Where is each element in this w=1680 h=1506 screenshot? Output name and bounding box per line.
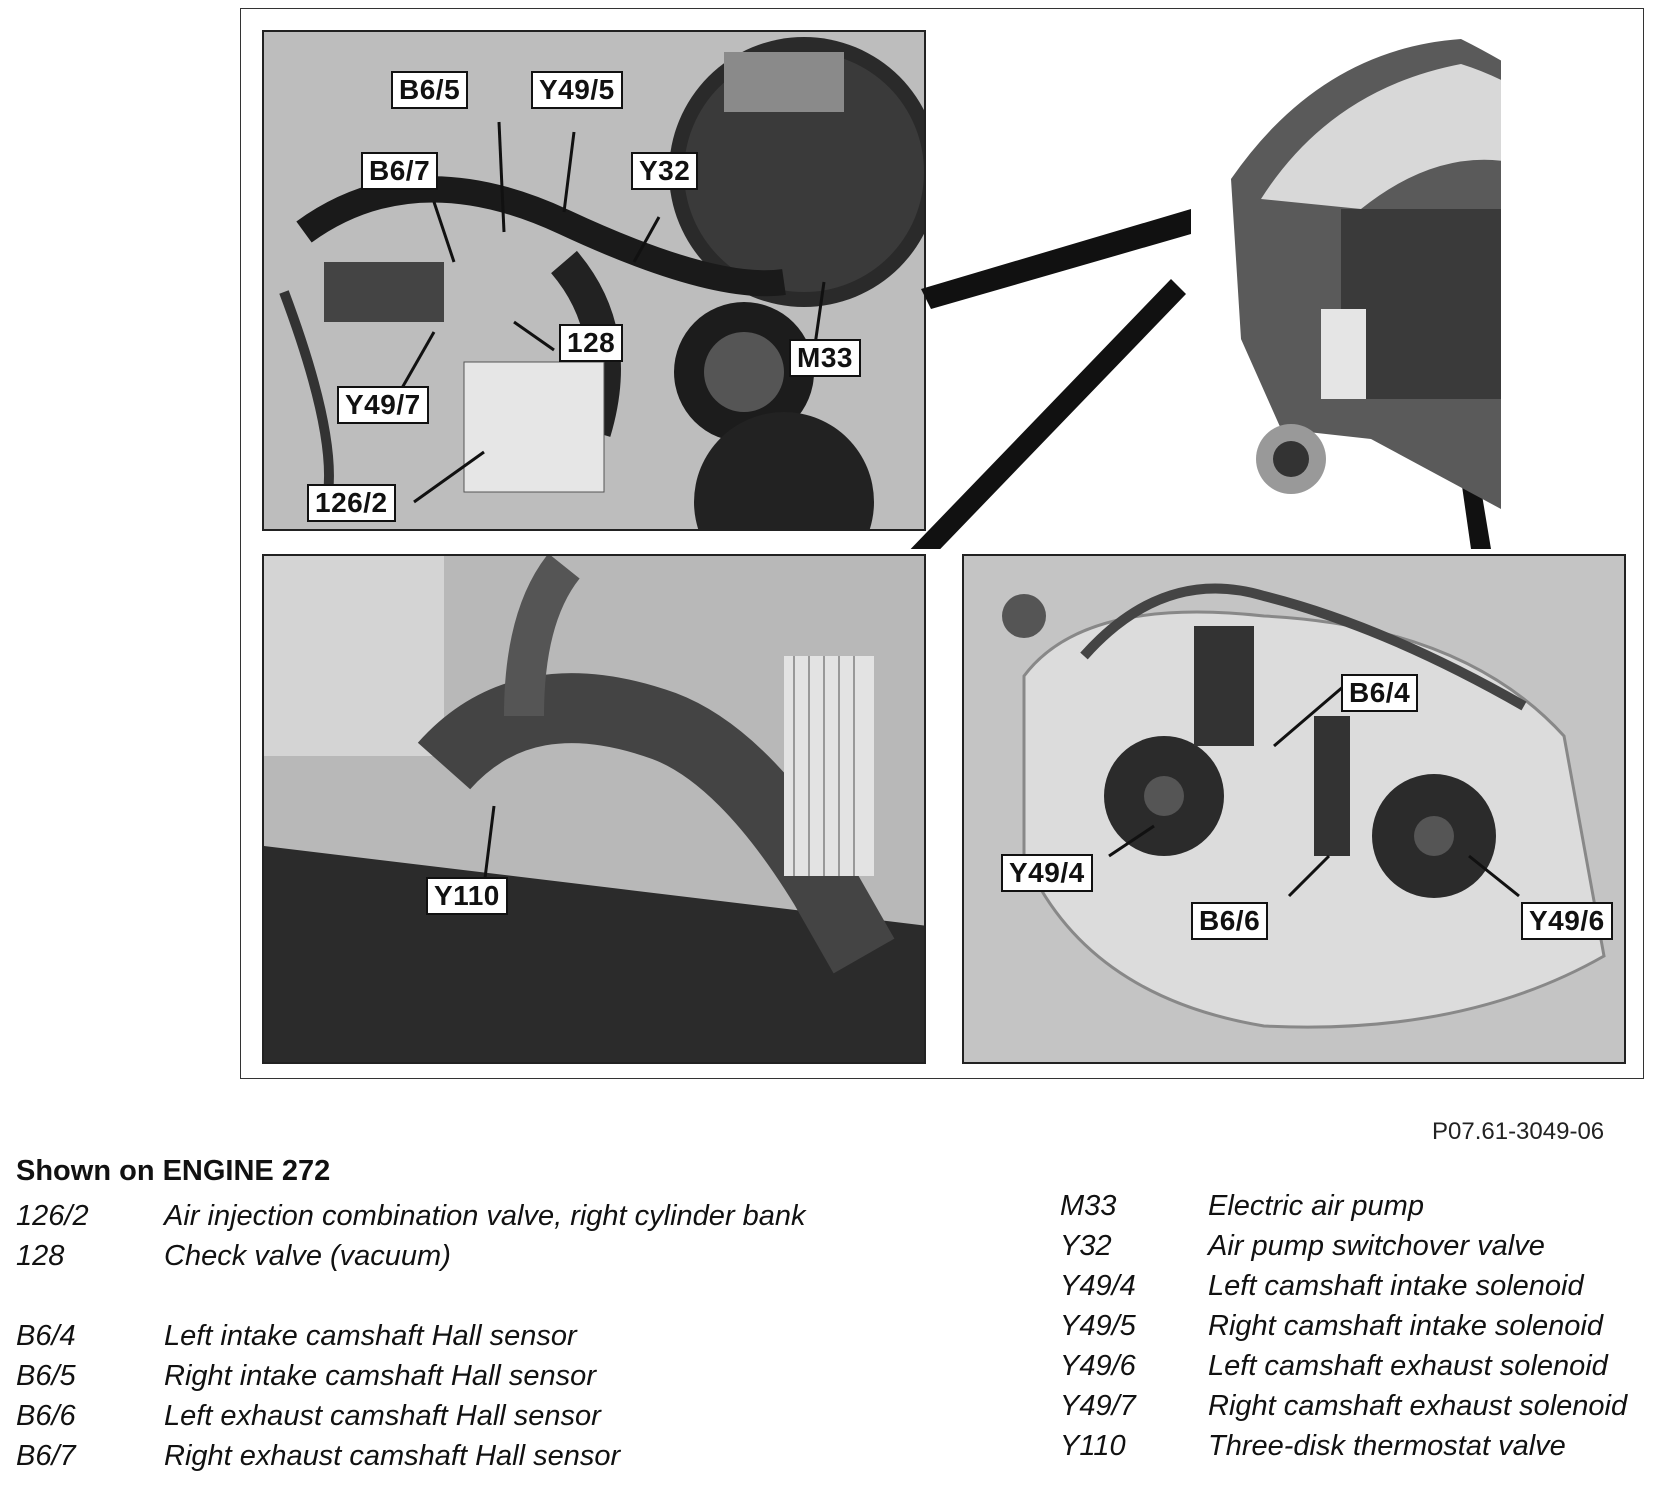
legend-code: B6/5	[16, 1360, 76, 1392]
callout-y49-4: Y49/4	[1001, 854, 1093, 892]
legend-desc: Check valve (vacuum)	[164, 1240, 451, 1272]
legend-desc: Left camshaft exhaust solenoid	[1208, 1350, 1608, 1382]
legend-code: B6/7	[16, 1440, 76, 1472]
figure-id: P07.61-3049-06	[1432, 1118, 1605, 1145]
legend-desc: Air injection combination valve, right cylinder bank	[164, 1200, 806, 1232]
legend-code: B6/4	[16, 1320, 76, 1352]
engine-overview	[901, 9, 1501, 549]
callout-y49-5: Y49/5	[531, 71, 623, 109]
legend-desc: Electric air pump	[1208, 1190, 1424, 1222]
figure-frame	[240, 8, 1644, 1079]
callout-b6-5: B6/5	[391, 71, 468, 109]
callout-y32: Y32	[631, 152, 698, 190]
legend-desc: Right intake camshaft Hall sensor	[164, 1360, 596, 1392]
callout-126-2: 126/2	[307, 484, 396, 522]
callout-b6-4: B6/4	[1341, 674, 1418, 712]
engine-photo-bottom-right	[964, 556, 1626, 1064]
legend-code: Y49/5	[1060, 1310, 1136, 1342]
legend-desc: Right camshaft intake solenoid	[1208, 1310, 1603, 1342]
legend-left	[16, 1200, 916, 1480]
legend-desc: Air pump switchover valve	[1208, 1230, 1545, 1262]
callout-y49-6: Y49/6	[1521, 902, 1613, 940]
callout-b6-7: B6/7	[361, 152, 438, 190]
callout-y110: Y110	[426, 877, 508, 915]
photo-panel-thermostat	[262, 554, 926, 1064]
callout-b6-6: B6/6	[1191, 902, 1268, 940]
legend-code: Y110	[1060, 1430, 1126, 1462]
legend-code: Y49/7	[1060, 1390, 1136, 1422]
legend-desc: Three-disk thermostat valve	[1208, 1430, 1566, 1462]
legend-code: M33	[1060, 1190, 1117, 1222]
callout-128: 128	[559, 324, 623, 362]
engine-photo-bottom-left	[264, 556, 926, 1064]
legend-code: 128	[16, 1240, 65, 1272]
legend-code: Y32	[1060, 1230, 1112, 1262]
legend-right	[1060, 1190, 1670, 1480]
legend-code: Y49/4	[1060, 1270, 1136, 1302]
legend-code: B6/6	[16, 1400, 76, 1432]
callout-m33: M33	[789, 339, 861, 377]
legend-desc: Right camshaft exhaust solenoid	[1208, 1390, 1628, 1422]
legend-desc: Left camshaft intake solenoid	[1208, 1270, 1584, 1302]
legend-code: Y49/6	[1060, 1350, 1136, 1382]
legend-heading: Shown on ENGINE 272	[16, 1155, 331, 1187]
photo-panel-camshaft	[962, 554, 1626, 1064]
legend-desc: Left exhaust camshaft Hall sensor	[164, 1400, 601, 1432]
legend-desc: Right exhaust camshaft Hall sensor	[164, 1440, 621, 1472]
legend-desc: Left intake camshaft Hall sensor	[164, 1320, 577, 1352]
legend-code: 126/2	[16, 1200, 89, 1232]
callout-y49-7: Y49/7	[337, 386, 429, 424]
